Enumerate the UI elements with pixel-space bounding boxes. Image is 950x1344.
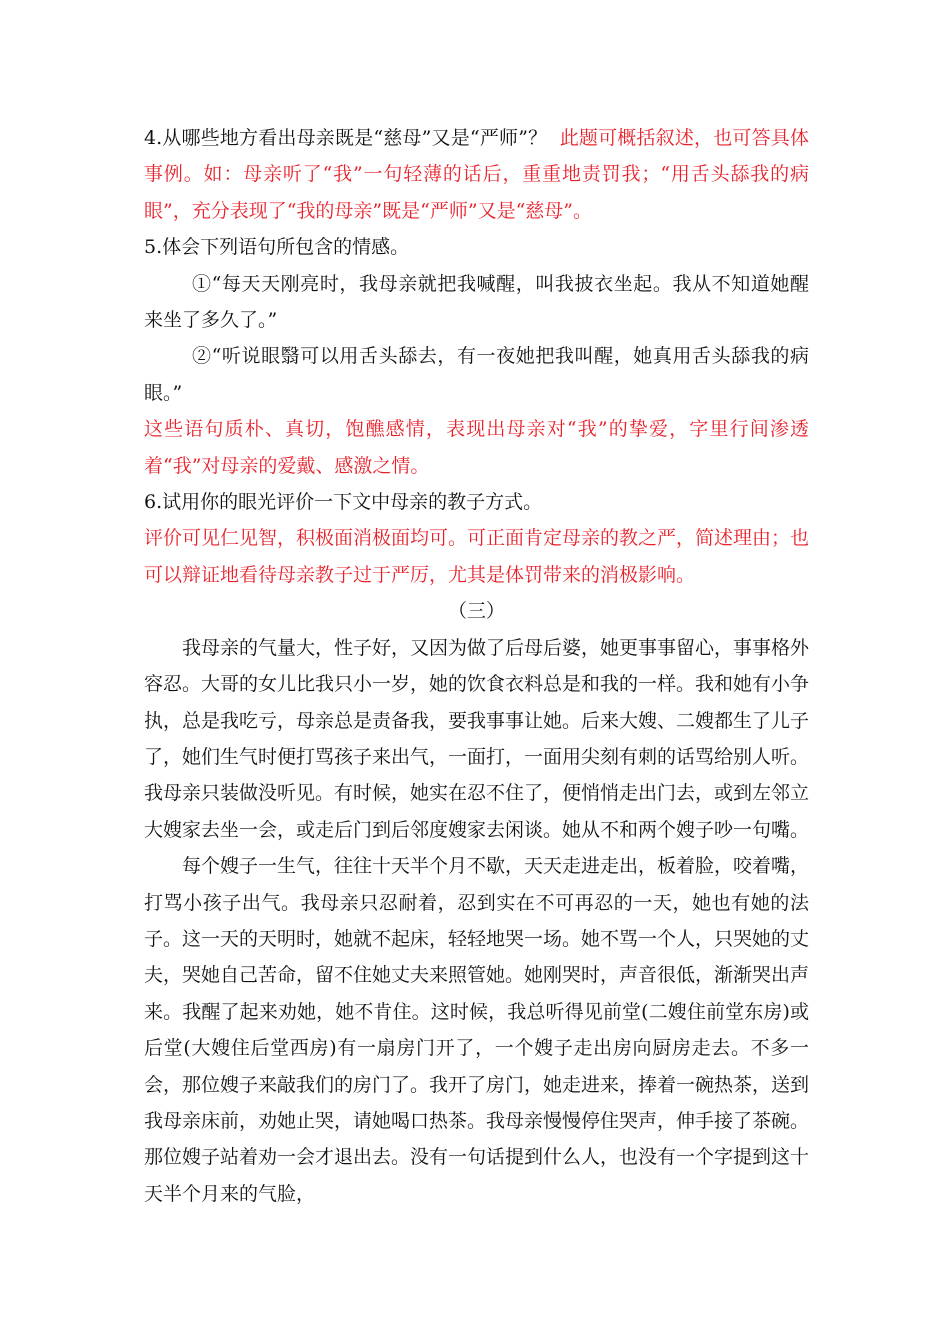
answer-4-text: 此题可概括叙述，也可答具体事例。如：母亲听了“我”一句轻薄的话后，重重地责罚我；“用舌头舔我的病眼”，充分表现了“我的母亲”既是“严师”又是“慈母”。 bbox=[144, 127, 809, 222]
section-paragraph-2: 每个嫂子一生气，往往十天半个月不歇，天天走进走出，板着脸，咬着嘴，打骂小孩子出气。我母亲只忍耐着，忍到实在不可再忍的一天，她也有她的法子。这一天的天明时，她就不起床，轻轻地哭一场。她不骂一个人，只哭她的丈夫，哭她自己苦命，留不住她丈夫来照管她。她刚哭时，声音很低，渐渐哭出声来。我醒了起来劝她，她不肯住。这时候，我总听得见前堂(二嫂住前堂东房)或后堂(大嫂住后堂西房)有一扇房门开了，一个嫂子走出房向厨房走去。不多一会，那位嫂子来敲我们的房门了。我开了房门，她走进来，捧着一碗热茶，送到我母亲床前，劝她止哭，请她喝口热茶。我母亲慢慢停住哭声，伸手接了茶碗。那位嫂子站着劝一会才退出去。没有一句话提到什么人，也没有一个字提到这十天半个月来的气脸， bbox=[144, 855, 810, 1205]
answer-6-text: 评价可见仁见智，积极面消极面均可。可正面肯定母亲的教之严，简述理由；也可以辩证地看待母亲教子过于严厉，尤其是体罚带来的消极影响。 bbox=[144, 527, 810, 586]
question-4-text: 4.从哪些地方看出母亲既是“慈母”又是“严师”？ bbox=[144, 127, 548, 149]
question-5-item-1: ①“每天天刚亮时，我母亲就把我喊醒，叫我披衣坐起。我从不知道她醒来坐了多久了。” bbox=[144, 272, 809, 332]
document-content bbox=[144, 120, 809, 1212]
question-5-text: 5.体会下列语句所包含的情感。 bbox=[144, 236, 410, 259]
answer-5-text: 这些语句质朴、真切，饱醮感情，表现出母亲对“我”的挚爱，字里行间渗透着“我”对母亲的爱戴、感激之情。 bbox=[144, 418, 809, 477]
question-4-block bbox=[144, 120, 809, 229]
question-5-item-2: ②“听说眼翳可以用舌头舔去，有一夜她把我叫醒，她真用舌头舔我的病眼。” bbox=[144, 345, 809, 404]
question-6-text: 6.试用你的眼光评价一下文中母亲的教子方式。 bbox=[144, 491, 543, 514]
section-paragraph-1: 我母亲的气量大，性子好，又因为做了后母后婆，她更事事留心，事事格外容忍。大哥的女儿比我只小一岁，她的饮食衣料总是和我的一样。我和她有小争执，总是我吃亏，母亲总是责备我，要我事事让她。后来大嫂、二嫂都生了儿子了，她们生气时便打骂孩子来出气，一面打，一面用尖刻有刺的话骂给别人听。我母亲只装做没听见。有时候，她实在忍不住了，便悄悄走出门去，或到左邻立大嫂家去坐一会，或走后门到后邻度嫂家去闲谈。她从不和两个嫂子吵一句嘴。 bbox=[144, 636, 810, 841]
section-heading: （三） bbox=[447, 600, 505, 623]
